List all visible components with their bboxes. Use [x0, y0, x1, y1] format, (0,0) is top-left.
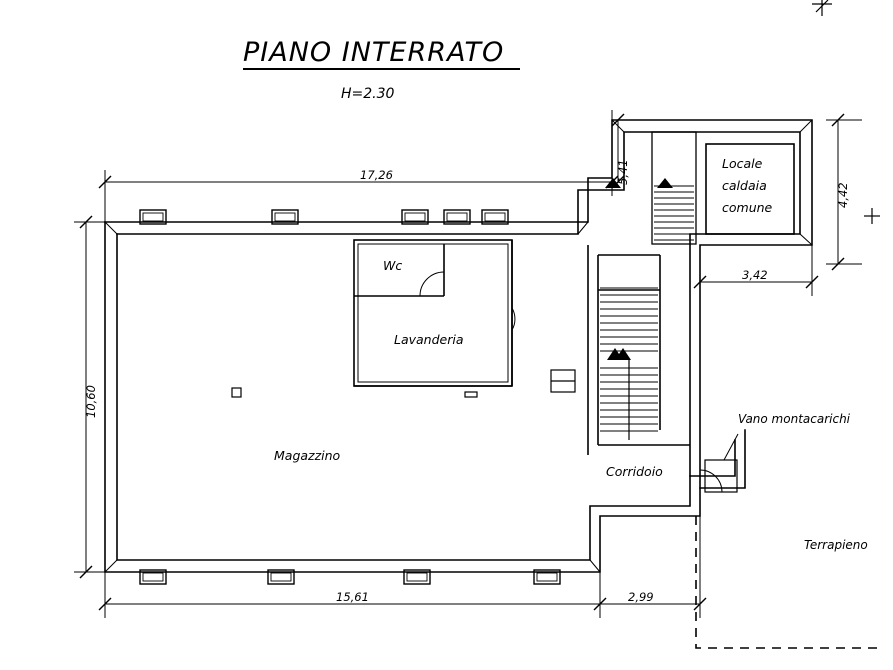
room-label-caldaia-line3: comune	[722, 200, 773, 215]
room-label-corridoio: Corridoio	[606, 464, 663, 479]
dimension-right-lower: 3,42	[742, 268, 768, 282]
room-label-magazzino: Magazzino	[274, 448, 341, 463]
ceiling-height-label: H=2.30	[341, 86, 395, 102]
page-title: PIANO INTERRATO	[243, 37, 505, 68]
dimension-top-main: 17,26	[360, 168, 393, 182]
dimension-right-vertical: 4,42	[836, 182, 850, 208]
room-label-caldaia-line1: Locale	[722, 156, 763, 171]
dimension-bottom-right: 2,99	[628, 590, 654, 604]
dimension-left-vertical: 10,60	[84, 385, 98, 418]
room-label-lavanderia: Lavanderia	[394, 332, 464, 347]
dimension-bottom-main: 15,61	[336, 590, 369, 604]
dimension-top-right-vertical: 5,41	[616, 159, 630, 185]
room-label-caldaia-line2: caldaia	[722, 178, 767, 193]
label-terrapieno: Terrapieno	[804, 538, 868, 552]
label-vano-montacarichi: Vano montacarichi	[738, 412, 851, 426]
room-label-wc: Wc	[383, 258, 403, 273]
